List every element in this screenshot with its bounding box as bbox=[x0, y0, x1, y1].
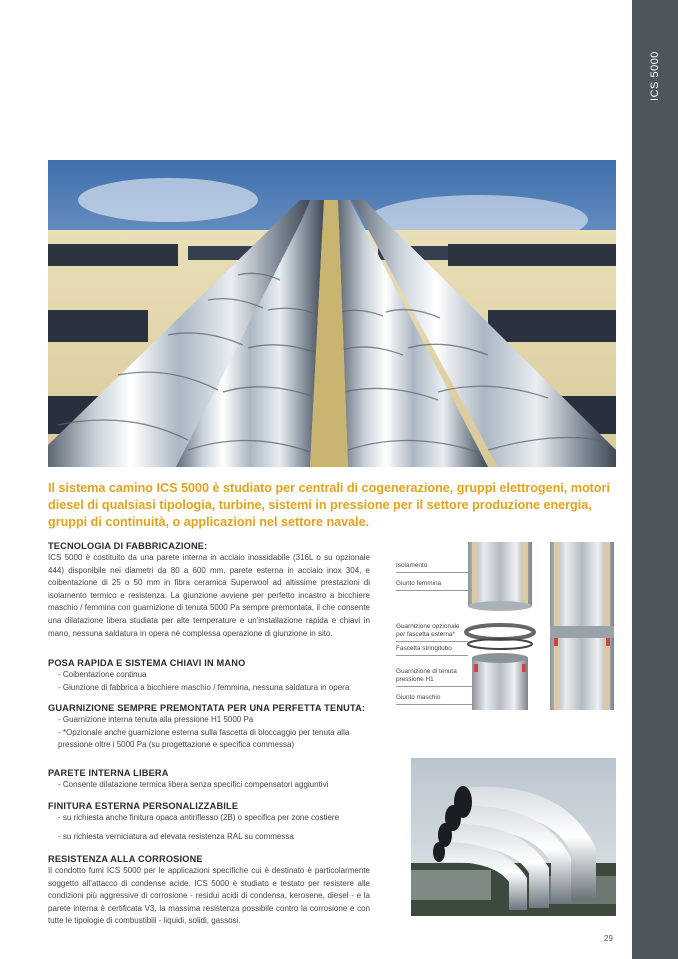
section-tecnologia bbox=[48, 540, 370, 640]
sidebar bbox=[632, 0, 678, 959]
joint-diagram bbox=[394, 540, 616, 712]
list-item: - Consente dilatazione termica libera senza specifici compensatori aggiuntivi bbox=[58, 780, 329, 789]
section-finitura bbox=[48, 800, 370, 843]
list-item: - su richiesta verniciatura ad elevata resistenza RAL su commessa bbox=[58, 831, 294, 841]
list-item: - su richiesta anche finitura opaca antiriflesso (2B) o specifica per zone costiere bbox=[58, 813, 340, 822]
page-number: 29 bbox=[604, 934, 613, 943]
diagram-label: Isolamento bbox=[396, 562, 428, 569]
diagram-label: Giunto maschio bbox=[396, 694, 441, 701]
section-title: TECNOLOGIA DI FABBRICAZIONE: bbox=[48, 541, 208, 551]
section-resistenza bbox=[48, 853, 370, 928]
section-title: PARETE INTERNA LIBERA bbox=[48, 768, 169, 778]
sidebar-label: ICS 5000 bbox=[649, 51, 661, 101]
list-item: - Giunzione di fabbrica a bicchiere maschio / femmina, nessuna saldatura in opera bbox=[58, 682, 350, 692]
diagram-label: Fascetta stringitubo bbox=[396, 645, 452, 652]
section-parete bbox=[48, 767, 370, 792]
section-posa bbox=[48, 657, 370, 694]
section-body: ICS 5000 è costituito da una parete interna in acciaio inossidabile (316L o su opzionale 444) disponibile nei diametri da 80 a 600 mm, parete esterna in acciaio inox 304, e coibentazione di 25 o 50 mm in fibra ceramica Superwool ad altissime prestazioni di isolamento termico e resistenza. La giunzione avviene per perfetto incastro a bicchiere maschio / femmina con guarnizione di tenuta 5000 Pa sempre premontata, il che consente una dilatazione libera studiata per alte temperature e un'installazione rapida e chiavi in mano, nessuna saldatura in opera né complessa operazione di giunzione in sito. bbox=[48, 553, 370, 638]
diagram-label: Guarnizione opzionale per fascetta esterna* bbox=[396, 623, 460, 638]
list-item: - *Opzionale anche guarnizione esterna sulla fascetta di bloccaggio per tenuta alla pressione oltre i 5000 Pa (su progettazione e specifica commessa) bbox=[58, 727, 350, 750]
section-title: GUARNIZIONE SEMPRE PREMONTATA PER UNA PERFETTA TENUTA: bbox=[48, 703, 366, 713]
list-item: - Guarnizione interna tenuta alla pressione H1 5000 Pa bbox=[58, 715, 254, 724]
section-body: Il condotto fumi ICS 5000 per le applicazioni specifiche cui è destinato è particolarmente soggetto all'attacco di condense acide. ICS 5000 è studiato e testato per resistere alle condizioni più aggressive di corrosione - residui acidi di condensa, kerosene, diesel - e la parete interna è certificata V3, la massima resistenza possibile contro la corrosione e con tutte le tipologie di combustibili - liquidi, solidi, gassosi. bbox=[48, 866, 370, 926]
section-guarnizione bbox=[48, 702, 370, 752]
section-title: FINITURA ESTERNA PERSONALIZZABILE bbox=[48, 801, 239, 811]
rooftop-photo bbox=[411, 758, 616, 916]
intro-text: Il sistema camino ICS 5000 è studiato per centrali di cogenerazione, gruppi elettrogeni, motori diesel di qualsiasi tipologia, turbine, sistemi in pressione per il settore produzione energia, gruppi di continuità, o applicazioni nel settore navale. bbox=[48, 481, 610, 529]
diagram-label: Guarnizione di tenuta pressione H1 bbox=[396, 668, 457, 683]
hero-photo bbox=[48, 160, 616, 467]
diagram-label: Giunto femmina bbox=[396, 580, 442, 587]
section-title: POSA RAPIDA E SISTEMA CHIAVI IN MANO bbox=[48, 658, 246, 668]
section-title: RESISTENZA ALLA CORROSIONE bbox=[48, 854, 203, 864]
list-item: - Coibentazione continua bbox=[58, 670, 147, 679]
